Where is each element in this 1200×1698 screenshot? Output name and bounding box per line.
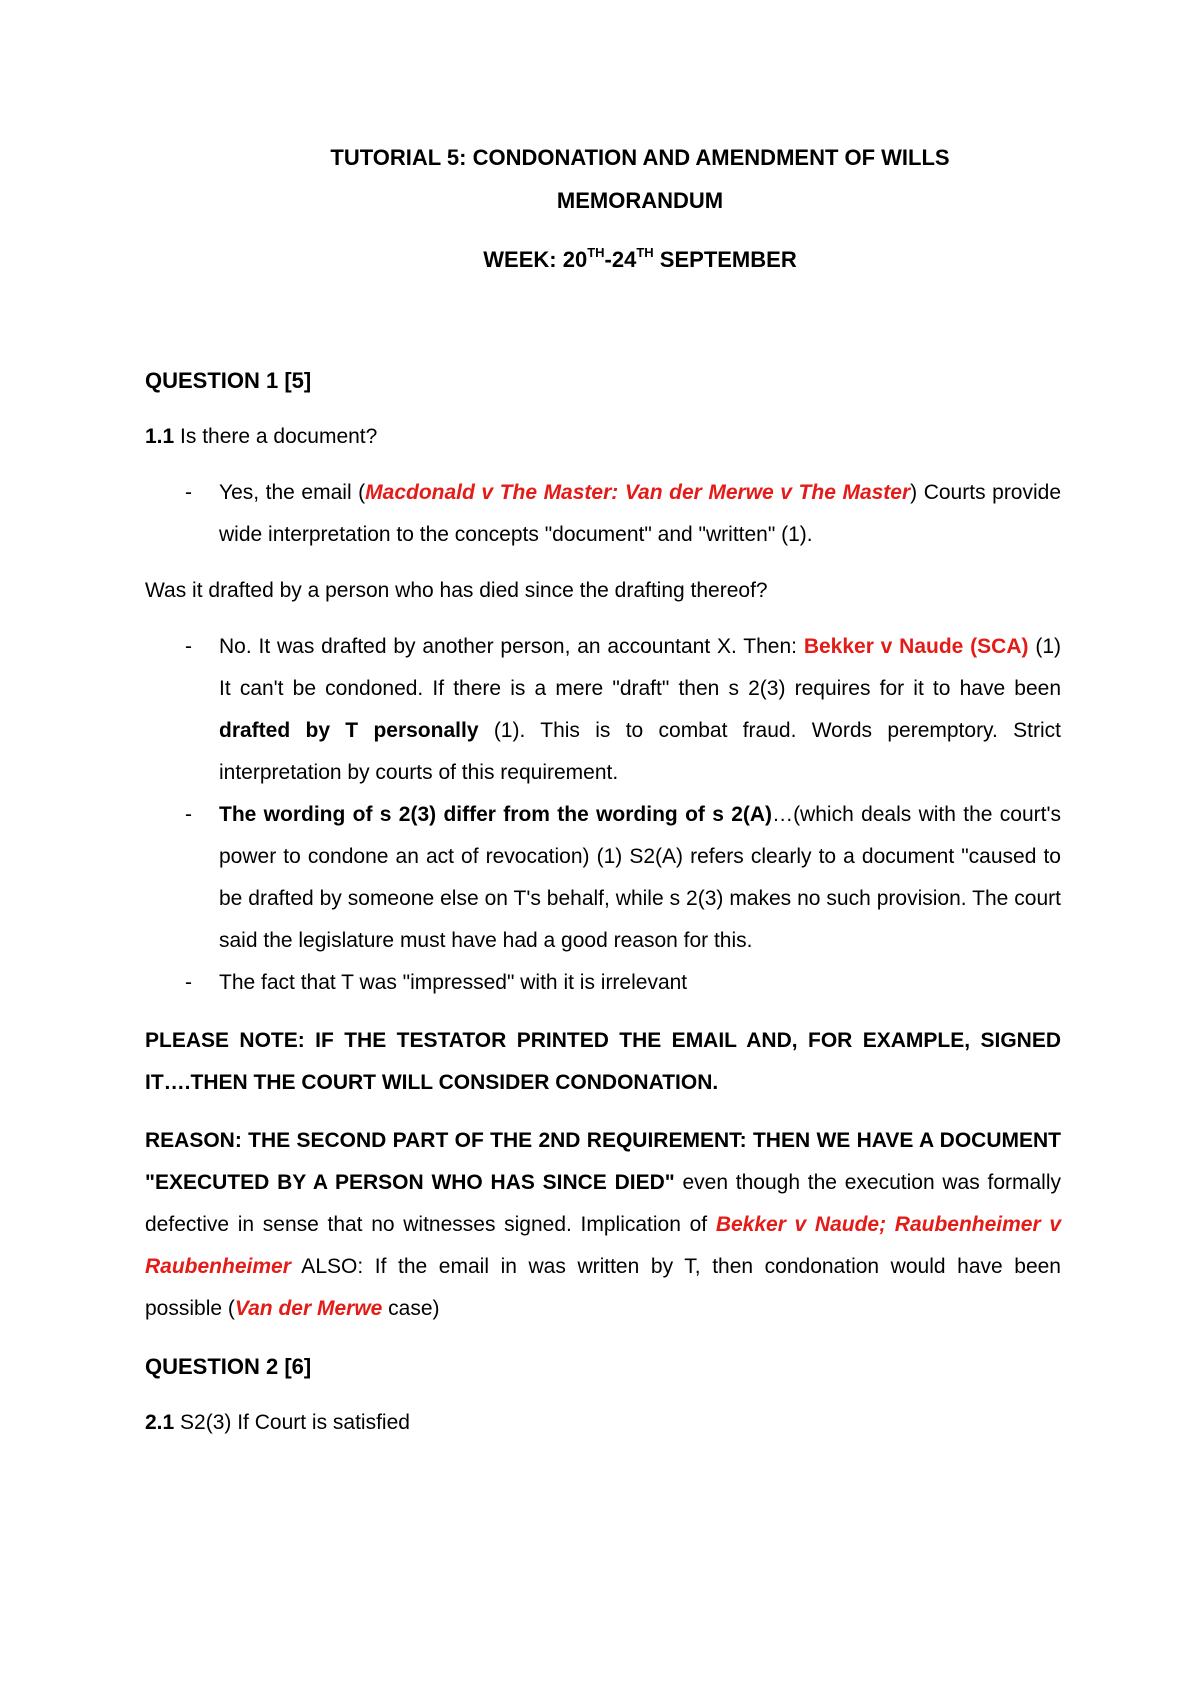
case-reference: Bekker v Naude (SCA): [803, 635, 1029, 658]
case-reference: Van der Merwe v The Master: [624, 481, 911, 504]
list-text: (1) It can't be condoned. If there is a mere "draft" then s 2(3) requires for it to have been: [219, 635, 1062, 700]
week-mid: -24: [604, 247, 637, 272]
question-text: S2(3) If Court is satisfied: [174, 1411, 410, 1434]
case-reference: Macdonald v The Master: [365, 481, 612, 504]
reason-paragraph: [145, 1120, 1061, 1330]
bullet-dash: -: [185, 971, 192, 994]
reason-text: even though the execution was formally defective in sense that no witnesses signed. Implication of: [145, 1171, 1062, 1236]
reason-text: case): [382, 1297, 440, 1320]
case-separator: :: [611, 481, 625, 504]
emphasis-text: drafted by T personally: [219, 719, 479, 742]
question-number: 1.1: [145, 425, 175, 448]
list-item: [145, 626, 1061, 794]
question-2-1: [145, 1402, 1061, 1444]
document-subtitle: MEMORANDUM: [556, 188, 724, 213]
list-text: …(which deals with the court's power to condone an act of revocation) (1) S2(A) refers clearly to a document "caused to be drafted by someone else on T's behalf, while s 2(3) makes no such provision. The court said the legislature must have had a good reason for this.: [219, 803, 1061, 952]
bullet-dash: -: [185, 481, 192, 504]
reason-heading: REASON: THE SECOND PART OF THE 2ND REQUIREMENT: THEN WE HAVE A DOCUMENT "EXECUTED BY A PERSON WHO HAS SINCE DIED": [145, 1129, 1061, 1194]
list-text: No. It was drafted by another person, an accountant X. Then:: [219, 635, 804, 658]
question-1-1: [145, 416, 1061, 458]
week-sup-2: TH: [636, 245, 654, 260]
list-text: The fact that T was "impressed" with it is irrelevant: [219, 971, 688, 994]
question-2-heading: QUESTION 2 [6]: [145, 1354, 312, 1379]
week-line: [40, 247, 1200, 273]
please-note: PLEASE NOTE: IF THE TESTATOR PRINTED THE EMAIL AND, FOR EXAMPLE, SIGNED IT….THEN THE COURT WILL CONSIDER CONDONATION.: [145, 1029, 1061, 1094]
case-reference: Bekker v Naude; Raubenheimer v Raubenheimer: [145, 1213, 1062, 1278]
reason-text: ALSO: If the email in was written by T, then condonation would have been possible (: [145, 1255, 1061, 1320]
document-body: [145, 360, 1061, 1444]
list-item: [145, 472, 1061, 556]
bullet-dash: -: [185, 635, 192, 658]
emphasis-text: The wording of s 2(3) differ from the wording of s 2(A): [219, 803, 773, 826]
week-sup-1: TH: [587, 245, 605, 260]
bullet-dash: -: [185, 803, 192, 826]
list-text: (1). This is to combat fraud. Words peremptory. Strict interpretation by courts of this requirement.: [219, 719, 1061, 784]
document-title: TUTORIAL 5: CONDONATION AND AMENDMENT OF WILLS: [330, 145, 950, 170]
list-item: [145, 962, 1061, 1004]
question-1-heading: QUESTION 1 [5]: [145, 368, 312, 393]
drafted-question: Was it drafted by a person who has died since the drafting thereof?: [145, 579, 768, 602]
week-suffix: SEPTEMBER: [653, 247, 797, 272]
list-text: ) Courts provide wide interpretation to the concepts "document" and "written" (1).: [219, 481, 1062, 546]
list-item: [145, 794, 1061, 962]
question-number: 2.1: [145, 1411, 175, 1434]
week-prefix: WEEK: 20: [483, 247, 588, 272]
question-text: Is there a document?: [174, 425, 378, 448]
case-reference: Van der Merwe: [234, 1297, 383, 1320]
list-text: Yes, the email (: [219, 481, 366, 504]
